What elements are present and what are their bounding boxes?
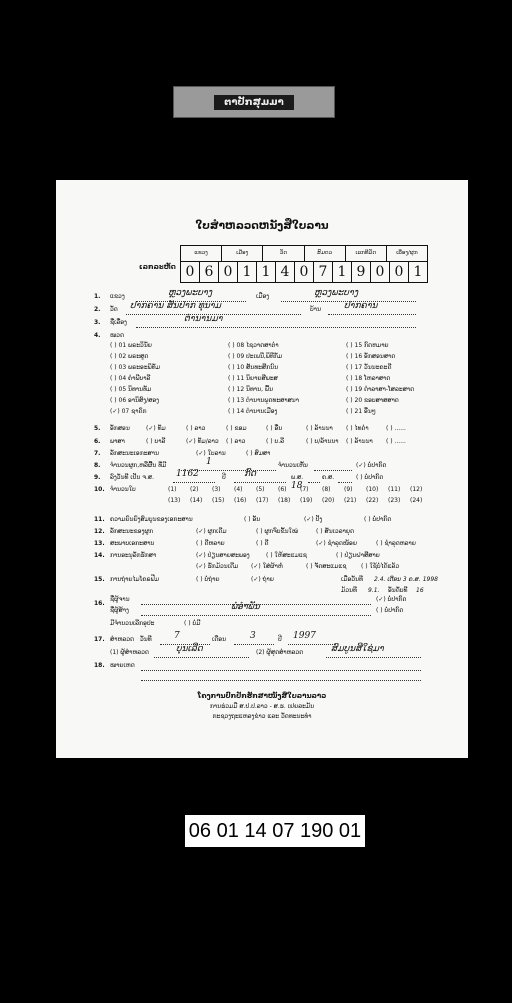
q13-label: ສະພາບເອກະສານ xyxy=(110,540,155,547)
conservation-option: (✓) ຮັກມ້ວນເດີມ xyxy=(196,563,239,570)
category-option: (✓) 07 ຊາດົກ xyxy=(110,408,147,415)
code-digit-cell: 7 xyxy=(314,262,333,282)
category-option: ( ) 09 ປະເພນີ,ພິທີກັມ xyxy=(228,353,283,360)
q16-label-b: ຊື່ຜູ້ສ້າງ xyxy=(110,607,129,614)
q18-label: ໝາຍເຫດ xyxy=(110,662,135,669)
q9-label2: ປີ xyxy=(222,474,226,481)
q10-number: 10. xyxy=(94,486,105,493)
q9-year-value: 1162 xyxy=(176,469,199,479)
material-option: ( ) ສົມສາ xyxy=(246,450,271,457)
category-option: ( ) 11 ນິຍາຍສີພະສ xyxy=(228,375,278,382)
language-option: ( ) ບ/ລ້ານນາ xyxy=(306,438,339,445)
q6-number: 6. xyxy=(94,438,101,445)
code-grid xyxy=(180,245,428,283)
q15-label: ການຖ່າຍໄມໂຄຣຟີມ xyxy=(110,576,159,583)
q1-district-value: ຫຼວງພະບາງ xyxy=(314,288,359,298)
script-option: ( ) ໄທດຳ xyxy=(346,425,369,432)
folder-tab-text: ຕາປັກສຸມມາ xyxy=(214,95,293,110)
conservation-option: ( ) ໃຊ້ບໍ່ໄດ້ແລ້ວ xyxy=(361,563,400,570)
q5-number: 5. xyxy=(94,425,101,432)
leaf-count-slot: (12) xyxy=(410,486,423,493)
script-option: ( ) ລ້ານນາ xyxy=(306,425,333,432)
q10-label: ຈຳນວນໃບ xyxy=(110,486,136,493)
microfilm-code-label: 06 01 14 07 190 01 xyxy=(185,815,365,847)
q8-label2: ຈຳນວນເຫັ້ນ xyxy=(278,462,308,469)
condition-option: ( ) ດີຫລາຍ xyxy=(196,540,225,547)
leaf-count-slot: (19) xyxy=(300,497,313,504)
leaf-count-slot: (23) xyxy=(388,497,401,504)
q15-date1: 2.4. ເດືອນ 3 ຄ.ສ. 1998 xyxy=(374,576,438,583)
q17-month-label: ເດືອນ xyxy=(212,636,227,643)
language-option: (✓) ທັມ/ລາວ xyxy=(186,438,219,445)
q16-option-c: ( ) ບໍ່ມີ xyxy=(184,620,201,627)
q17-year: 1997 xyxy=(293,631,316,641)
code-header-cell: ເມືອງ xyxy=(222,246,263,261)
code-header-cell: ເລື່ອງ/ຜູກ xyxy=(396,250,418,256)
q2-label: ວັດ xyxy=(110,306,118,313)
survey-form-sheet xyxy=(56,180,468,758)
completeness-option: ( ) ອັນ xyxy=(244,516,261,523)
conservation-option: ( ) ຈັດສະແມແຊ xyxy=(306,563,347,570)
form-title: ໃບສຳຫລວດຫນັງສືໃບລານ xyxy=(195,220,329,232)
leaf-count-slot: (5) xyxy=(256,486,265,493)
code-digit-cell: 0 xyxy=(219,262,238,282)
code-header-cell: ແຂວງ xyxy=(181,246,222,261)
q16-number: 16. xyxy=(94,600,105,607)
q17-year-label: ປີ xyxy=(278,636,282,643)
script-option: ( ) ລາວ xyxy=(186,425,206,432)
category-option: ( ) 14 ຕຳນານເມືອງ xyxy=(228,408,278,415)
code-digit-cell: 6 xyxy=(200,262,219,282)
q17-surveyor2-label: (2) ຜູ້ສຸດສຳຫລວດ xyxy=(256,649,304,656)
leaf-count-slot: (22) xyxy=(366,497,379,504)
q2-village-value: ປາກຄານ xyxy=(344,301,378,311)
bundle-option: (✓) ຜູກເດີມ xyxy=(196,528,227,535)
leaf-count-slot: (15) xyxy=(212,497,225,504)
q16-owner-value: ພໍອຳພັນ xyxy=(231,602,260,612)
q14-label: ການອະນຸລັກຮັກສາ xyxy=(110,552,157,559)
code-header-cell: ວັດ xyxy=(263,246,304,261)
q16-label-c: ມີຈຳນວນເລີກອຸປະ xyxy=(110,620,155,627)
leaf-count-slot: (21) xyxy=(344,497,357,504)
condition-option: ( ) ດີ xyxy=(256,540,269,547)
leaf-count-slot: (20) xyxy=(322,497,335,504)
completeness-option: (✓) ປັງ xyxy=(304,516,323,523)
q11-label: ຄວາມຍົນຍົງສົມບູນຂອງເອກະສານ xyxy=(110,516,193,523)
leaf-count-slot: (2) xyxy=(190,486,199,493)
category-option: ( ) 03 ພຣະອະພິທັມ xyxy=(110,364,160,371)
leaf-count-slot: (1) xyxy=(168,486,177,493)
q17-surveyor1-label: (1) ຜູ້ສຳຫລວດ xyxy=(110,649,149,656)
q2-temple-value: ປາກຄານ ສັນປາກ ທຸນາມ xyxy=(130,301,221,311)
language-option: ( ) ບ.ລີ xyxy=(266,438,285,445)
category-option: ( ) 15 ກົດຫມາຍ xyxy=(346,342,389,349)
q10-value: 18 xyxy=(291,481,303,491)
condition-option: (✓) ຊຳລຸດໜ້ອຍ xyxy=(316,540,357,547)
code-digit-cell: 1 xyxy=(333,262,352,282)
footer-line-1: ໂຄງການປົກປັກຮັກສາໜັງສືໃບລານລາວ xyxy=(197,692,327,700)
q14-number: 14. xyxy=(94,552,105,559)
q4-label: ໝວດ xyxy=(110,332,124,339)
code-digit-cell: 0 xyxy=(181,262,200,282)
language-option: ( ) ລາວ xyxy=(226,438,246,445)
code-digit-cell: 1 xyxy=(238,262,257,282)
q2-label2: ບ້ານ xyxy=(310,306,321,313)
language-option: ( ) ລ້ານນາ xyxy=(346,438,373,445)
q4-number: 4. xyxy=(94,332,101,339)
leaf-count-slot: (6) xyxy=(278,486,287,493)
q1-label2: ເມືອງ xyxy=(256,293,270,300)
footer-line-2: ການຮ່ວມມື ສ.ປ.ປ.ລາວ - ສ.ຮ. ເຢຍລະມັນ xyxy=(209,703,315,710)
conservation-option: ( ) ໃຫ້ສະແມແຊ xyxy=(266,552,307,559)
q8-option: (✓) ບໍ່ປາກົດ xyxy=(356,462,387,469)
language-option: ( ) ...... xyxy=(386,438,406,445)
q16-option-a: (✓) ບໍ່ປາກົດ xyxy=(376,596,407,603)
q15-frame: 16 xyxy=(416,587,424,594)
q17-surveyor1: ບຸນເລີດ xyxy=(176,644,203,654)
microfilm-option: ( ) ບໍ່ຖ່າຍ xyxy=(196,576,220,583)
category-option: ( ) 12 ນິທານ, ພື້ນ xyxy=(228,386,273,393)
leaf-count-slot: (11) xyxy=(388,486,401,493)
q3-number: 3. xyxy=(94,319,101,326)
q3-label: ຊື່ເລື່ອງ xyxy=(110,319,127,326)
language-option: ( ) ບາລີ xyxy=(146,438,166,445)
conservation-option: (✓) ໃສ່ຜ້າຫໍ່ xyxy=(251,563,283,570)
q17-surveyor2: ສົມບູນສີໃຊ່ມາ xyxy=(331,644,384,654)
leaf-count-slot: (18) xyxy=(278,497,291,504)
q6-label: ພາສາ xyxy=(110,438,125,445)
q7-number: 7. xyxy=(94,450,101,457)
q8-number: 8. xyxy=(94,462,101,469)
code-digit-cell: 0 xyxy=(371,262,390,282)
leaf-count-slot: (24) xyxy=(410,497,423,504)
q5-label: ອັກສອນ xyxy=(110,425,130,432)
q17-label: ສຳຫລວດ xyxy=(110,636,135,643)
q13-number: 13. xyxy=(94,540,105,547)
q15-date2-label: ມ້ວນທີ xyxy=(341,587,357,594)
code-digit-cell: 4 xyxy=(276,262,295,282)
q8-label: ຈຳນວນຜູກ,ຫລືຜື້ນ ທີ່ມີ xyxy=(110,462,167,469)
leaf-count-slot: (4) xyxy=(234,486,243,493)
leaf-count-slot: (9) xyxy=(344,486,353,493)
q1-label: ແຂວງ xyxy=(110,293,125,300)
code-grid-digits xyxy=(181,262,427,282)
category-option: ( ) 13 ຕຳນານພຸດທະສາສນາ xyxy=(228,397,299,404)
q15-number: 15. xyxy=(94,576,105,583)
q12-number: 12. xyxy=(94,528,105,535)
leaf-count-slot: (14) xyxy=(190,497,203,504)
q3-title-value: ຕຳນານມາ xyxy=(184,314,223,324)
q12-label: ລັກສະນະຂອງຜູກ xyxy=(110,528,153,535)
q16-option-b: ( ) ບໍ່ປາກົດ xyxy=(376,607,404,614)
q1-province-value: ຫຼວງພະບາງ xyxy=(168,288,213,298)
category-option: ( ) 18 ໂຫລາສາດ xyxy=(346,375,391,382)
q7-label: ລັກສະນະເອກະສານ xyxy=(110,450,159,457)
code-label: ເລກລະຫັດ xyxy=(139,263,176,271)
code-digit-cell: 9 xyxy=(352,262,371,282)
category-option: ( ) 17 ວັນນະຄະດີ xyxy=(346,364,392,371)
footer-line-3: ກະຊວງຖະແຫລງຂ່າວ ແລະ ວັດທະນະທຳ xyxy=(212,713,312,720)
code-grid-headers xyxy=(181,246,427,262)
leaf-count-slot: (7) xyxy=(300,486,309,493)
q9-label: ລົງວັນທີ ເປັນ ຈ.ສ. xyxy=(110,474,155,481)
script-option: ( ) ...... xyxy=(386,425,406,432)
microfilm-option: (✓) ຖ່າຍ xyxy=(251,576,274,583)
q15-reel: 9.1. xyxy=(368,587,380,594)
conservation-option: ( ) ປ່ຽນຝາສີສາຍ xyxy=(336,552,380,559)
category-option: ( ) 08 ໄຊວາດສາຕຳ xyxy=(228,342,279,349)
category-option: ( ) 19 ດຳລາສາ-ໂສລະສາດ xyxy=(346,386,415,393)
q9-number: 9. xyxy=(94,474,101,481)
category-option: ( ) 16 ອັກສອນສາດ xyxy=(346,353,396,360)
leaf-count-slot: (16) xyxy=(234,497,247,504)
code-digit-cell: 0 xyxy=(295,262,314,282)
q17-day: 7 xyxy=(174,631,180,641)
category-option: ( ) 04 ຄຳພີບາລີ xyxy=(110,375,151,382)
q8-count-value: 1 xyxy=(206,457,212,467)
q17-number: 17. xyxy=(94,636,105,643)
q17-day-label: ວັນທີ xyxy=(140,636,152,643)
bundle-option: ( ) ຜູກຈົບຂັ້ນໃໝ່ xyxy=(256,528,299,535)
q1-number: 1. xyxy=(94,293,101,300)
q18-number: 18. xyxy=(94,662,105,669)
q17-month: 3 xyxy=(250,631,256,641)
category-option: ( ) 10 ສັນທະສີກນົນ xyxy=(228,364,279,371)
bundle-option: ( ) ສັນເວລາຍຸດ xyxy=(316,528,354,535)
q15-date2-label2: ອັນດັບທີ xyxy=(388,587,408,594)
q11-number: 11. xyxy=(94,516,105,523)
code-digit-cell: 1 xyxy=(413,264,423,280)
category-option: ( ) 02 ພຣະສູດ xyxy=(110,353,149,360)
q2-number: 2. xyxy=(94,306,101,313)
category-option: ( ) 01 ພຣະວິນັຍ xyxy=(110,342,152,349)
q15-date1-label: ເມື່ອວັນທີ xyxy=(341,576,363,583)
q9-label3: ພ.ສ. xyxy=(291,474,304,481)
leaf-count-slot: (13) xyxy=(168,497,181,504)
condition-option: ( ) ຊຳລຸດຫລາຍ xyxy=(376,540,416,547)
material-option: (✓) ໃບລານ xyxy=(196,450,226,457)
code-digit-cell: 1 xyxy=(257,262,276,282)
folder-tab-label xyxy=(173,86,335,118)
q16-label-a: ຊື່ຜູ້ຈານ xyxy=(110,596,130,603)
script-option: ( ) ອື່ນ xyxy=(266,425,283,432)
leaf-count-slot: (10) xyxy=(366,486,379,493)
q9-cycle-value: ກົດ xyxy=(244,469,257,479)
q9-option: ( ) ບໍ່ປາກົດ xyxy=(356,474,384,481)
leaf-count-slot: (3) xyxy=(212,486,221,493)
category-option: ( ) 05 ນິທານທັມ xyxy=(110,386,152,393)
script-option: (✓) ທັມ xyxy=(146,425,166,432)
code-header-cell: ສົມດວ xyxy=(305,246,346,261)
category-option: ( ) 21 ອື່ນໆ xyxy=(346,408,376,415)
completeness-option: ( ) ບໍ່ປາກົດ xyxy=(364,516,392,523)
script-option: ( ) ຂອມ xyxy=(226,425,247,432)
category-option: ( ) 20 ຂອບສາສສາດ xyxy=(346,397,399,404)
leaf-count-slot: (8) xyxy=(322,486,331,493)
leaf-count-slot: (17) xyxy=(256,497,269,504)
code-digit-cell: 0 xyxy=(390,262,409,282)
q9-label4: ຄ.ສ. xyxy=(322,474,335,481)
conservation-option: (✓) ປ່ຽນສາຍສະພອງ xyxy=(196,552,250,559)
category-option: ( ) 06 ອານິສົງ/ສອງ xyxy=(110,397,160,404)
code-header-cell: ເລກທີມັດ xyxy=(346,246,387,261)
